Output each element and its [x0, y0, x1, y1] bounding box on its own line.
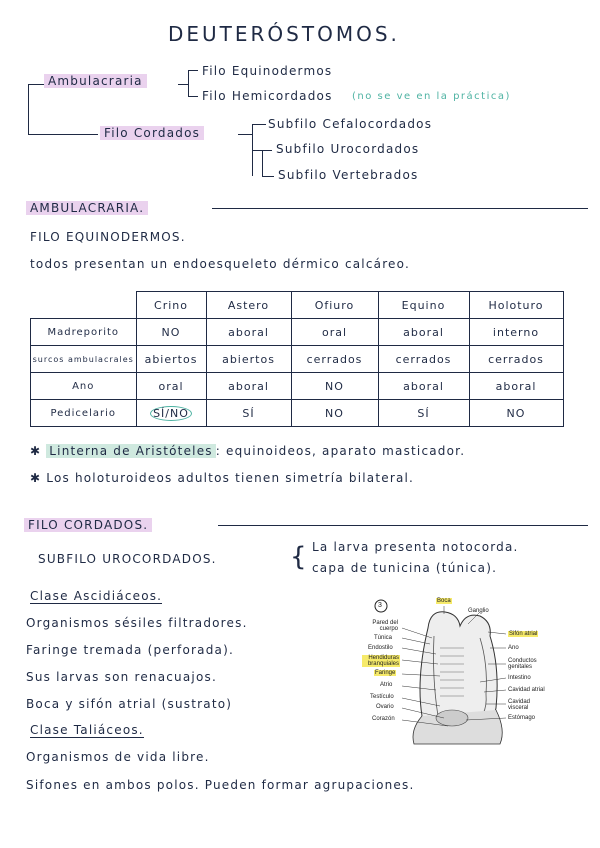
table-header: Astero	[206, 292, 291, 319]
tree-connector	[188, 96, 198, 97]
label-ovario: Ovario	[376, 704, 394, 710]
label-pared-cuerpo: Pared del cuerpo	[372, 620, 398, 632]
table-cell	[136, 400, 206, 427]
clase-taliaceos: Clase Taliáceos.	[30, 723, 144, 737]
section-ambulacraria-heading: AMBULACRARIA.	[26, 201, 148, 215]
ambulacraria-label: Ambulacraria	[44, 74, 147, 88]
row-label: Pedicelario	[31, 400, 137, 427]
table-cell: aboral	[206, 319, 291, 346]
table-cell: cerrados	[291, 346, 378, 373]
asterisk-icon: ✱	[30, 471, 47, 485]
table-header: Ofiuro	[291, 292, 378, 319]
clase-ascidiaceos: Clase Ascidiáceos.	[30, 589, 163, 603]
tree-connector	[238, 134, 252, 135]
tree-connector	[188, 70, 198, 71]
label-ganglio: Ganglio	[468, 608, 489, 614]
label-estomago: Estómago	[508, 715, 536, 721]
table-header: Holoturo	[469, 292, 563, 319]
diagram-number: 3	[378, 602, 382, 609]
label-atrio: Atrio	[380, 682, 393, 688]
label-endostilo: Endostilo	[368, 645, 393, 651]
tree-branch-cordados	[28, 134, 98, 135]
subfilo-urocordados: Subfilo Urocordados	[276, 142, 420, 156]
table-cell: oral	[291, 319, 378, 346]
brace-line-1: La larva presenta notocorda.	[312, 540, 519, 554]
linterna-highlight: Linterna de Aristóteles	[46, 444, 215, 458]
pedicelario-crino: SÍ/NO	[150, 406, 192, 421]
table-cell: NO	[291, 373, 378, 400]
subfilo-cefalocordados: Subfilo Cefalocordados	[268, 117, 433, 131]
subfilo-urocordados-heading: SUBFILO UROCORDADOS.	[38, 552, 217, 566]
taliaceos-line: Organismos de vida libre.	[26, 750, 210, 764]
page-title: DEUTERÓSTOMOS.	[168, 22, 400, 46]
ascidian-diagram	[340, 598, 570, 748]
filo-cordados-label: Filo Cordados	[100, 126, 204, 140]
table-cell: aboral	[469, 373, 563, 400]
ascidiaceos-line: Faringe tremada (perforada).	[26, 643, 234, 657]
filo-equinodermos-heading: FILO EQUINODERMOS.	[30, 230, 186, 244]
asterisk-icon: ✱	[30, 444, 47, 458]
note-holoturoideos	[30, 471, 414, 485]
row-label: Ano	[31, 373, 137, 400]
ascidiaceos-line: Sus larvas son renacuajos.	[26, 670, 217, 684]
tree-connector	[262, 150, 263, 176]
label-sifon-atrial: Sifón atrial	[509, 631, 538, 637]
table-cell: interno	[469, 319, 563, 346]
holoturoideos-text: Los holoturoideos adultos tienen simetría bilateral.	[46, 471, 415, 485]
table-row	[31, 400, 564, 427]
tree-connector	[178, 84, 188, 85]
section-rule	[212, 208, 588, 209]
label-conductos: Conductos genitales	[508, 658, 537, 670]
ascidiaceos-line: Organismos sésiles filtradores.	[26, 616, 248, 630]
table-cell: NO	[469, 400, 563, 427]
equinodermos-intro: todos presentan un endoesqueleto dérmico calcáreo.	[30, 257, 410, 271]
linterna-text: : equinoideos, aparato masticador.	[215, 444, 466, 458]
table-row	[31, 346, 564, 373]
filo-equinodermos: Filo Equinodermos	[202, 64, 333, 78]
tree-main-branch	[28, 84, 29, 134]
tree-branch-ambulacraria	[28, 84, 44, 85]
table-cell: abiertos	[206, 346, 291, 373]
table-cell: abiertos	[136, 346, 206, 373]
ascidiaceos-line: Boca y sifón atrial (sustrato)	[26, 697, 233, 711]
table-cell: SÍ	[206, 400, 291, 427]
label-testiculo: Testículo	[370, 694, 394, 700]
table-cell: NO	[136, 319, 206, 346]
label-ano: Ano	[508, 645, 519, 651]
label-intestino: Intestino	[508, 675, 531, 681]
table-header: Crino	[136, 292, 206, 319]
table-header: Equino	[378, 292, 469, 319]
tree-connector	[188, 70, 189, 97]
hemicordados-note: (no se ve en la práctica)	[352, 91, 511, 102]
table-cell: oral	[136, 373, 206, 400]
brace-icon: {	[290, 542, 307, 572]
table-cell: cerrados	[469, 346, 563, 373]
label-hendiduras: Hendiduras branquiales	[362, 655, 400, 667]
label-cavidad-atrial: Cavidad atrial	[508, 687, 545, 693]
table-cell: aboral	[206, 373, 291, 400]
row-label: surcos ambulacrales	[31, 346, 137, 373]
note-linterna	[30, 444, 465, 458]
tree-connector	[252, 124, 266, 125]
equinodermos-table	[30, 291, 564, 427]
section-rule	[218, 525, 588, 526]
filo-hemicordados: Filo Hemicordados	[202, 89, 333, 103]
table-cell: aboral	[378, 373, 469, 400]
label-cavidad-visceral: Cavidad visceral	[508, 699, 531, 711]
section-cordados-heading: FILO CORDADOS.	[24, 518, 152, 532]
table-cell: SÍ	[378, 400, 469, 427]
table-row	[31, 373, 564, 400]
label-corazon: Corazón	[372, 716, 395, 722]
table-row	[31, 319, 564, 346]
table-cell: cerrados	[378, 346, 469, 373]
table-corner	[31, 292, 137, 319]
table-header-row	[31, 292, 564, 319]
brace-line-2: capa de tunicina (túnica).	[312, 561, 498, 575]
label-boca: Boca	[437, 598, 451, 604]
row-label: Madreporito	[31, 319, 137, 346]
label-faringe: Faringe	[375, 670, 396, 676]
subfilo-vertebrados: Subfilo Vertebrados	[278, 168, 419, 182]
label-tunica: Túnica	[374, 635, 393, 641]
taliaceos-line: Sifones en ambos polos. Pueden formar agrupaciones.	[26, 778, 415, 792]
tree-connector	[262, 176, 274, 177]
table-cell: NO	[291, 400, 378, 427]
table-cell: aboral	[378, 319, 469, 346]
